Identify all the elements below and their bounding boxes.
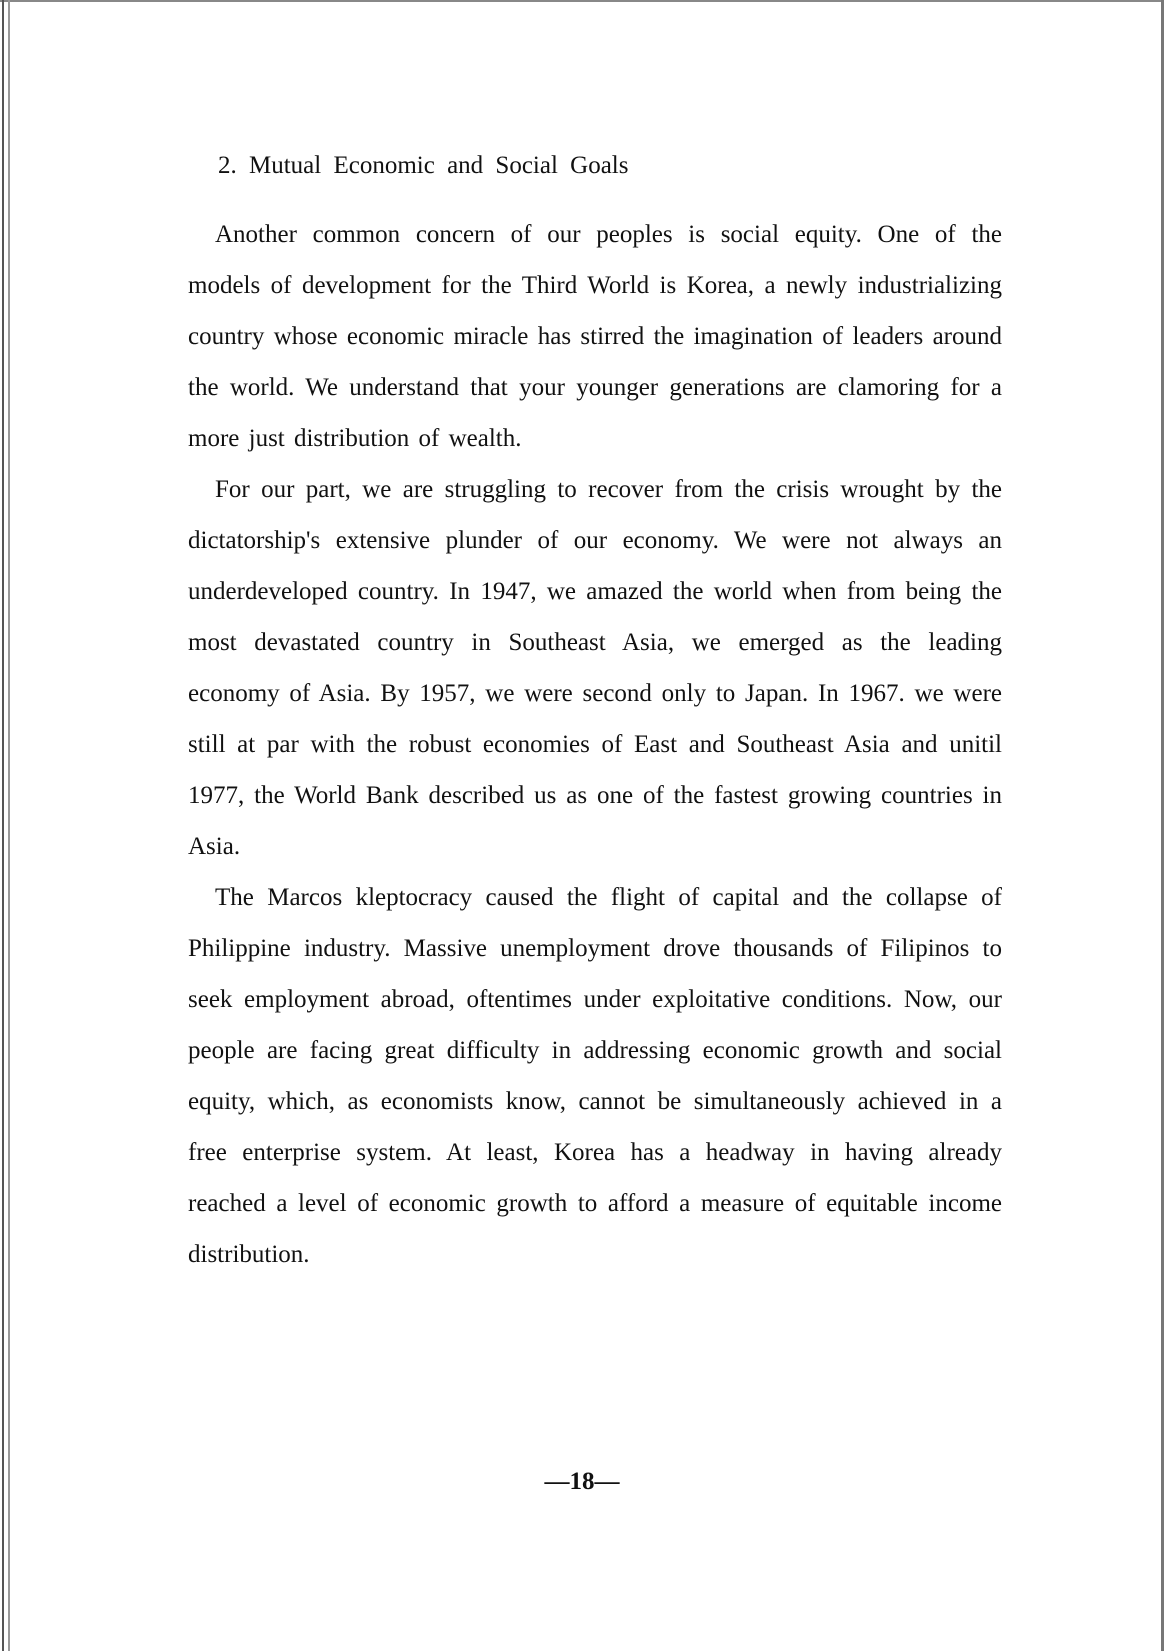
page-number: —18— [544, 1468, 620, 1495]
section-heading: 2. Mutual Economic and Social Goals [218, 152, 629, 179]
page-body [188, 140, 1002, 1280]
paragraph-economic-history: For our part, we are struggling to recover from the crisis wrought by the dictatorship's extensive plunder of our economy. We were not always an underdeveloped country. In 1947, we amazed the world when from being the most devastated country in Southeast Asia, we emerged as the leading economy of Asia. By 1957, we were second only to Japan. In 1967. we were still at par with the robust economies of East and Southeast Asia and unitil 1977, the World Bank described us as one of the fastest growing countries in Asia. [188, 476, 1002, 860]
paragraph-marcos-kleptocracy: The Marcos kleptocracy caused the flight of capital and the collapse of Philippine industry. Massive unemployment drove thousands of Filipinos to seek employment abroad, oftentimes under exploitative conditions. Now, our people are facing great difficulty in addressing economic growth and social equity, which, as economists know, cannot be simultaneously achieved in a free enterprise system. At least, Korea has a headway in having already reached a level of economic growth to afford a measure of equitable income distribution. [188, 884, 1002, 1268]
paragraph-social-equity: Another common concern of our peoples is social equity. One of the models of development for the Third World is Korea, a newly industrializing country whose economic miracle has stirred the imagination of leaders around the world. We understand that your younger generations are clamoring for a more just distribution of wealth. [188, 221, 1002, 452]
page-border-top [0, 0, 1164, 2]
page-border-left-inner [8, 0, 10, 1651]
page-border-left [2, 0, 4, 1651]
